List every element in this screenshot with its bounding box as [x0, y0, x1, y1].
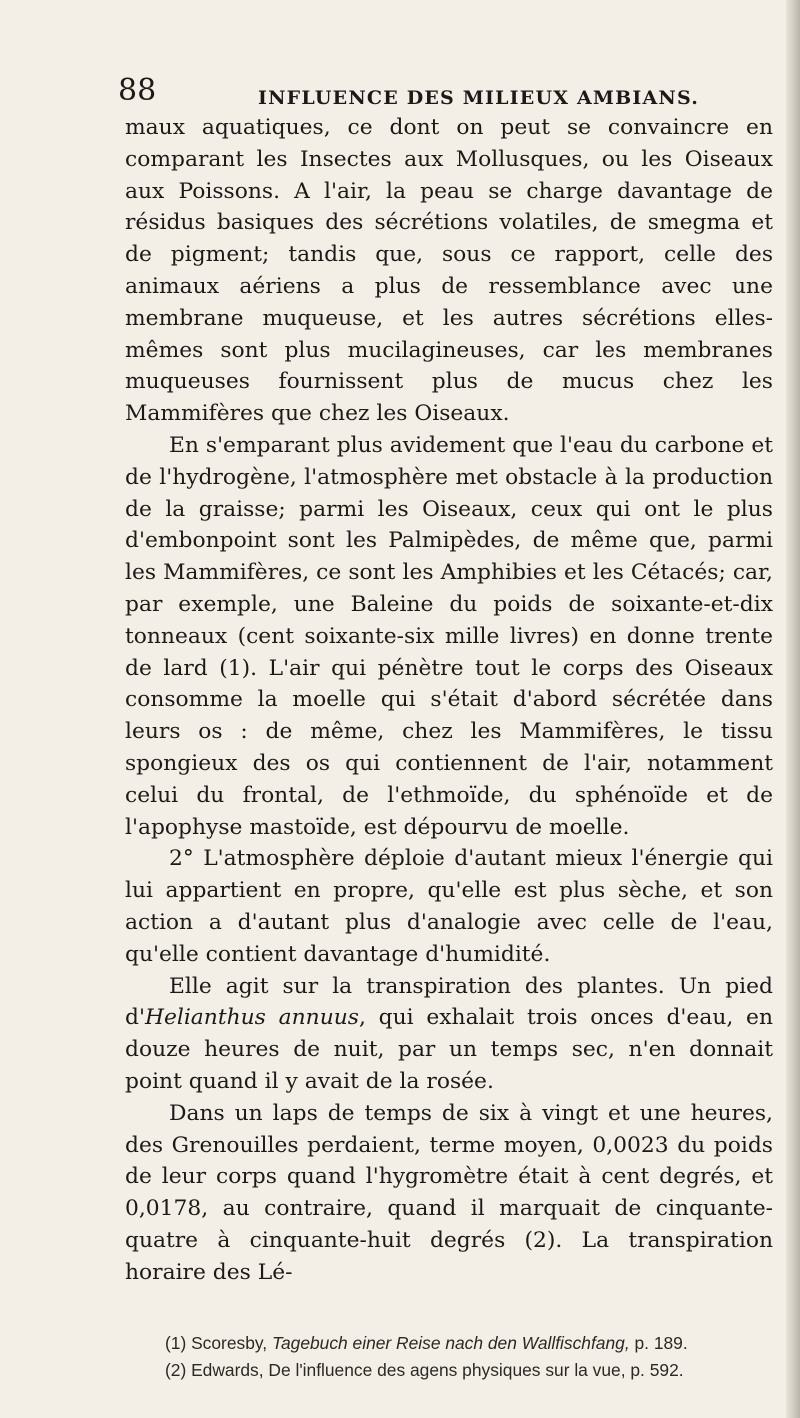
paragraph-3: 2° L'atmosphère déploie d'autant mieux l'énergie qui lui appartient en propre, qu'elle est plus sèche, et son action a d'autant plus d'analogie avec celle de l'eau, qu'elle contient davantage d'humidité. [125, 846, 773, 967]
paragraph-5: Dans un laps de temps de six à vingt et une heures, des Grenouilles perdaient, terme moyen, 0,0023 du poids de leur corps quand l'hygromètre était à cent degrés, et 0,0178, au contraire, quand il marquait de cinquante-quatre à cinquante-huit degrés (2). La transpiration horaire des Lé- [125, 1100, 773, 1285]
species-name: Helianthus annuus [144, 1005, 359, 1031]
footnotes [165, 1330, 775, 1384]
footnote-1-page: p. 189. [629, 1333, 688, 1353]
footnote-2: (2) Edwards, De l'influence des agens physiques sur la vue, p. 592. [165, 1360, 684, 1380]
running-head: INFLUENCE DES MILIEUX AMBIANS. [258, 87, 700, 109]
paragraph-4 [125, 971, 773, 1098]
page-header [0, 60, 800, 110]
paragraph-4-start: Elle agit sur la transpiration des plantes. Un pied d' [125, 973, 773, 1031]
footnote-1-title: Tagebuch einer Reise nach den Wallfischfang, [271, 1333, 630, 1353]
paragraph-1: maux aquatiques, ce dont on peut se convaincre en comparant les Insectes aux Mollusques, ou les Oiseaux aux Poissons. A l'air, la peau se charge davantage de résidus basiques des sécrétions volatiles, de smegma et de pigment; tandis que, sous ce rapport, celle des animaux aériens a plus de ressemblance avec une membrane muqueuse, et les autres sécrétions elles-mêmes sont plus mucilagineuses, car les membranes muqueuses fournissent plus de mucus chez les Mammifères que chez les Oiseaux. [125, 115, 773, 427]
body-text [125, 112, 773, 1288]
page-number: 88 [118, 73, 157, 108]
footnote-1-author: (1) Scoresby, [165, 1333, 272, 1353]
page-edge-shadow [786, 0, 800, 1418]
footnote-1 [165, 1330, 775, 1357]
paragraph-4-end: , qui exhalait trois onces d'eau, en douze heures de nuit, par un temps sec, n'en donnait point quand il y avait de la rosée. [125, 1005, 773, 1094]
paragraph-2: En s'emparant plus avidement que l'eau du carbone et de l'hydrogène, l'atmosphère met obstacle à la production de la graisse; parmi les Oiseaux, ceux qui ont le plus d'embonpoint sont les Palmipèdes, de même que, parmi les Mammifères, ce sont les Amphibies et les Cétacés; car, par exemple, une Baleine du poids de soixante-et-dix tonneaux (cent soixante-six mille livres) en donne trente de lard (1). L'air qui pénètre tout le corps des Oiseaux consomme la moelle qui s'était d'abord sécrétée dans leurs os : de même, chez les Mammifères, le tissu spongieux des os qui contiennent de l'air, notamment celui du frontal, de l'ethmoïde, du sphénoïde et de l'apophyse mastoïde, est dépourvu de moelle. [125, 432, 774, 840]
